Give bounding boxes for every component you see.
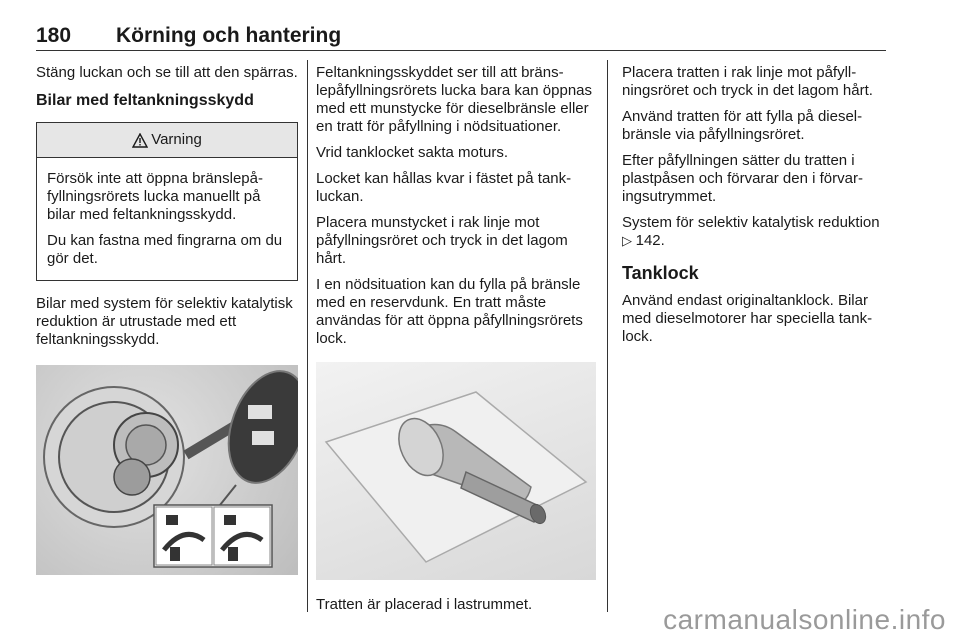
page-header — [36, 22, 886, 51]
fuel-flap-drawing — [36, 365, 298, 575]
ref-text: System för selektiv katalytisk reduktion — [622, 214, 880, 231]
section-heading: Bilar med feltankningsskydd — [36, 92, 254, 109]
column-divider — [307, 60, 308, 612]
warning-box — [36, 122, 298, 281]
body-text — [622, 214, 892, 250]
warning-header — [37, 123, 297, 158]
warning-text: Du kan fastna med fingrarna om du gör det. — [47, 232, 283, 267]
intro-text: Stäng luckan och se till att den spärras. — [36, 64, 298, 81]
warning-triangle-icon — [132, 133, 148, 148]
body-text: Locket kan hållas kvar i fästet på tankluckan. — [316, 170, 572, 205]
watermark: carmanualsonline.info — [663, 604, 946, 635]
body-text: Vrid tanklocket sakta moturs. — [316, 144, 509, 161]
page-reference[interactable]: 142. — [635, 232, 665, 249]
body-text: Använd endast originaltanklock. Bilar med dieselmotorer har speciella tanklock. — [622, 292, 873, 345]
funnel-drawing — [316, 362, 596, 580]
body-text: I en nödsituation kan du fylla på bränsle med en reservdunk. En tratt måste användas för att öppna påfyllningsrörets lock. — [316, 276, 583, 347]
body-text: Placera tratten i rak linje mot påfyllningsröret och tryck in det lagom hårt. — [622, 64, 873, 99]
funnel-illustration — [316, 362, 596, 580]
body-text: Använd tratten för att fylla på dieselbränsle via påfyllningsröret. — [622, 108, 863, 143]
page-reference-arrow-icon: ▷ — [622, 233, 636, 248]
warning-body — [37, 158, 297, 280]
section-heading: Tanklock — [622, 263, 699, 283]
column-3 — [622, 64, 892, 354]
column-divider — [607, 60, 608, 612]
image-caption: Tratten är placerad i lastrummet. — [316, 596, 533, 613]
warning-title: Varning — [151, 131, 202, 148]
column-2 — [316, 64, 596, 622]
body-text: Feltankningsskyddet ser till att bränslepåfyllningsrörets lucka bara kan öppnas med ett munstycke för dieselbränsle eller en tratt för påfyllning i nödsituationer. — [316, 64, 592, 135]
body-text: Placera munstycket i rak linje mot påfyllningsröret och tryck in det lagom hårt. — [316, 214, 568, 267]
warning-text: Försök inte att öppna bränslepåfyllningsrörets lucka manuellt på bilar med feltankningsskydd. — [47, 170, 263, 223]
body-text: Efter påfyllningen sätter du tratten i plastpåsen och förvarar den i förvaringsutrymmet. — [622, 152, 863, 205]
body-text: Bilar med system för selektiv katalytisk reduktion är utrustade med ett feltankningsskydd. — [36, 295, 293, 348]
chapter-title: Körning och hantering — [116, 24, 342, 47]
column-1 — [36, 64, 298, 575]
fuel-flap-illustration — [36, 365, 298, 575]
page-number: 180 — [36, 24, 72, 47]
